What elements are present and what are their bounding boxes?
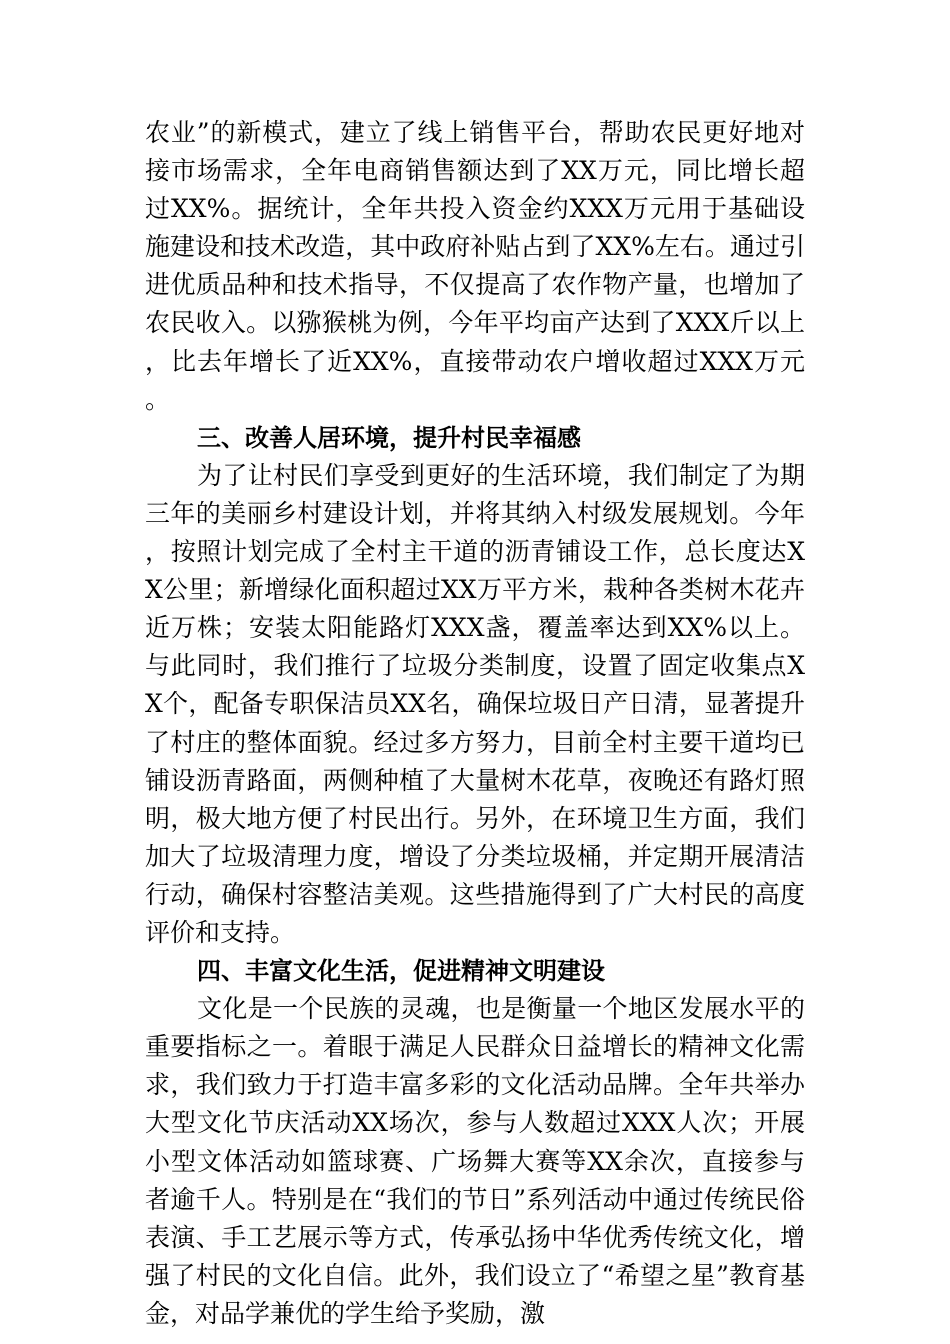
document-page bbox=[145, 114, 805, 1333]
paragraph-agriculture-results: 农业”的新模式，建立了线上销售平台，帮助农民更好地对接市场需求，全年电商销售额达到了XX万元，同比增长超过XX%。据统计，全年共投入资金约XXX万元用于基础设施建设和技术改造，其中政府补贴占到了XX%左右。通过引进优质品种和技术指导，不仅提高了农作物产量，也增加了农民收入。以猕猴桃为例，今年平均亩产达到了XXX斤以上，比去年增长了近XX%，直接带动农户增收超过XXX万元。 bbox=[145, 118, 805, 414]
section-heading-cultural-life: 四、丰富文化生活，促进精神文明建设 bbox=[197, 957, 605, 986]
paragraph-cultural-life: 文化是一个民族的灵魂，也是衡量一个地区发展水平的重要指标之一。着眼于满足人民群众日益增长的精神文化需求，我们致力于打造丰富多彩的文化活动品牌。全年共举办大型文化节庆活动XX场次，参与人数超过XXX人次；开展小型文体活动如篮球赛、广场舞大赛等XX余次，直接参与者逾千人。特别是在“我们的节日”系列活动中通过传统民俗表演、手工艺展示等方式，传承弘扬中华优秀传统文化，增强了村民的文化自信。此外，我们设立了“希望之星”教育基金，对品学兼优的学生给予奖励，激 bbox=[145, 994, 805, 1328]
paragraph-living-environment: 为了让村民们享受到更好的生活环境，我们制定了为期三年的美丽乡村建设计划，并将其纳入村级发展规划。今年，按照计划完成了全村主干道的沥青铺设工作，总长度达XX公里；新增绿化面积超过XX万平方米，栽种各类树木花卉近万株；安装太阳能路灯XXX盏，覆盖率达到XX%以上。与此同时，我们推行了垃圾分类制度，设置了固定收集点XX个，配备专职保洁员XX名，确保垃圾日产日清，显著提升了村庄的整体面貌。经过多方努力，目前全村主要干道均已铺设沥青路面，两侧种植了大量树木花草，夜晚还有路灯照明，极大地方便了村民出行。另外，在环境卫生方面，我们加大了垃圾清理力度，增设了分类垃圾桶，并定期开展清洁行动，确保村容整洁美观。这些措施得到了广大村民的高度评价和支持。 bbox=[145, 460, 805, 947]
section-heading-living-environment: 三、改善人居环境，提升村民幸福感 bbox=[197, 423, 581, 452]
